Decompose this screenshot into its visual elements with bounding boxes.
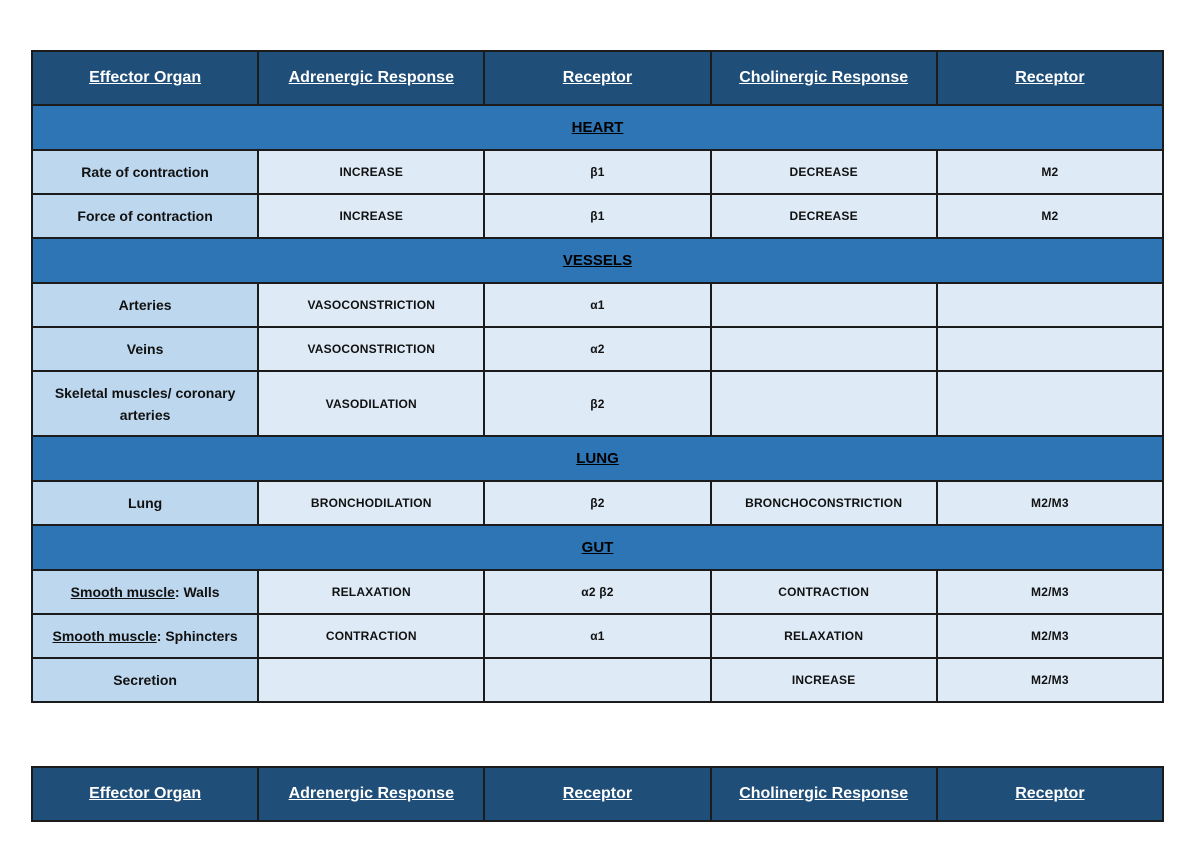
effector-organ-cell: Arteries: [32, 283, 258, 327]
header-adrenergic-response: Adrenergic Response: [258, 51, 484, 105]
effector-organ-cell: Force of contraction: [32, 194, 258, 238]
adrenergic-response-cell: VASOCONSTRICTION: [258, 327, 484, 371]
effector-organ-cell: [32, 614, 258, 658]
table-row: [32, 614, 1163, 658]
cholinergic-response-cell: [711, 283, 937, 327]
adrenergic-receptor-cell: α2: [484, 327, 710, 371]
second-table-header: [31, 766, 1164, 822]
cholinergic-receptor-cell: M2/M3: [937, 570, 1163, 614]
adrenergic-receptor-cell: α2 β2: [484, 570, 710, 614]
cholinergic-receptor-cell: M2/M3: [937, 481, 1163, 525]
adrenergic-response-cell: CONTRACTION: [258, 614, 484, 658]
adrenergic-receptor-cell: β2: [484, 481, 710, 525]
section-title-gut: GUT: [32, 525, 1163, 570]
header-adrenergic-receptor: Receptor: [484, 51, 710, 105]
cholinergic-receptor-cell: M2: [937, 150, 1163, 194]
cholinergic-response-cell: [711, 371, 937, 436]
cholinergic-receptor-cell: [937, 327, 1163, 371]
table-row: [32, 283, 1163, 327]
cholinergic-receptor-cell: M2: [937, 194, 1163, 238]
adrenergic-response-cell: RELAXATION: [258, 570, 484, 614]
table-row: [32, 150, 1163, 194]
adrenergic-receptor-cell: β2: [484, 371, 710, 436]
effector-organ-cell: [32, 570, 258, 614]
section-row-lung: [32, 436, 1163, 481]
header-adrenergic-response: Adrenergic Response: [258, 767, 484, 821]
cholinergic-receptor-cell: M2/M3: [937, 658, 1163, 702]
header-effector-organ: Effector Organ: [32, 51, 258, 105]
cholinergic-response-cell: DECREASE: [711, 194, 937, 238]
organ-prefix: Smooth muscle: [70, 584, 175, 600]
section-row-vessels: [32, 238, 1163, 283]
table-header-row: [32, 767, 1163, 821]
table-row: [32, 658, 1163, 702]
cholinergic-response-cell: INCREASE: [711, 658, 937, 702]
organ-suffix: : Sphincters: [156, 628, 238, 644]
adrenergic-receptor-cell: α1: [484, 283, 710, 327]
cholinergic-receptor-cell: [937, 283, 1163, 327]
table-row: [32, 371, 1163, 436]
header-effector-organ: Effector Organ: [32, 767, 258, 821]
header-cholinergic-response: Cholinergic Response: [711, 51, 937, 105]
table-row: [32, 327, 1163, 371]
cholinergic-response-cell: BRONCHOCONSTRICTION: [711, 481, 937, 525]
cholinergic-response-cell: CONTRACTION: [711, 570, 937, 614]
section-row-heart: [32, 105, 1163, 150]
table-row: [32, 570, 1163, 614]
adrenergic-receptor-cell: α1: [484, 614, 710, 658]
organ-prefix: Smooth muscle: [52, 628, 157, 644]
adrenergic-response-cell: INCREASE: [258, 194, 484, 238]
table-header-row: [32, 51, 1163, 105]
adrenergic-receptor-cell: β1: [484, 150, 710, 194]
adrenergic-response-cell: INCREASE: [258, 150, 484, 194]
adrenergic-response-cell: BRONCHODILATION: [258, 481, 484, 525]
section-title-vessels: VESSELS: [32, 238, 1163, 283]
effector-organ-cell: Veins: [32, 327, 258, 371]
cholinergic-response-cell: RELAXATION: [711, 614, 937, 658]
adrenergic-response-cell: [258, 658, 484, 702]
section-row-gut: [32, 525, 1163, 570]
effector-organ-cell: Lung: [32, 481, 258, 525]
section-title-heart: HEART: [32, 105, 1163, 150]
cholinergic-response-cell: [711, 327, 937, 371]
adrenergic-receptor-cell: β1: [484, 194, 710, 238]
header-cholinergic-receptor: Receptor: [937, 51, 1163, 105]
cholinergic-response-cell: DECREASE: [711, 150, 937, 194]
adrenergic-response-cell: VASODILATION: [258, 371, 484, 436]
section-title-lung: LUNG: [32, 436, 1163, 481]
adrenergic-response-cell: VASOCONSTRICTION: [258, 283, 484, 327]
effector-organ-cell: Rate of contraction: [32, 150, 258, 194]
table-row: [32, 481, 1163, 525]
table-row: [32, 194, 1163, 238]
header-cholinergic-response: Cholinergic Response: [711, 767, 937, 821]
cholinergic-receptor-cell: M2/M3: [937, 614, 1163, 658]
organ-suffix: : Walls: [174, 584, 220, 600]
effector-organ-cell: Skeletal muscles/ coronary arteries: [32, 371, 258, 436]
header-cholinergic-receptor: Receptor: [937, 767, 1163, 821]
header-adrenergic-receptor: Receptor: [484, 767, 710, 821]
autonomic-response-table: [31, 50, 1164, 703]
effector-organ-cell: Secretion: [32, 658, 258, 702]
cholinergic-receptor-cell: [937, 371, 1163, 436]
adrenergic-receptor-cell: [484, 658, 710, 702]
